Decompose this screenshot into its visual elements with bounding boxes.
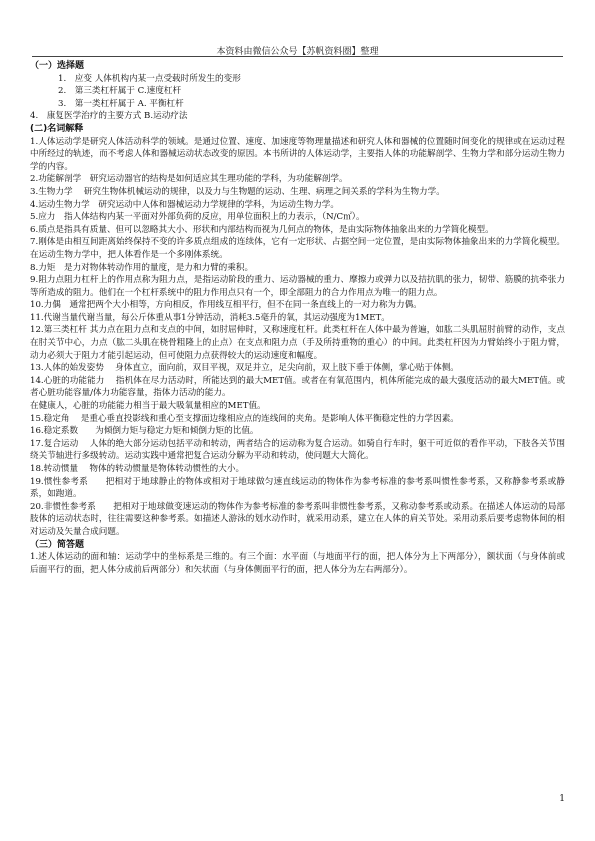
term-paragraph: 3.生物力学 研究生物体机械运动的规律，以及力与生物题的运动、生理、病理之间关系的学科为生物力学。 <box>30 186 445 197</box>
section-title-short-answer: （三）简答题 <box>30 539 85 550</box>
term-paragraph: 19.惯性参考系 把相对于地球静止的物体或相对于地球做匀速直线运动的物体作为参考标准的参考系叫惯性参考系，又称静参考系或静系，如跑道。 <box>30 476 565 500</box>
term-paragraph: 14.心脏的功能能力 指机体在尽力活动时，所能达到的最大MET值。或者在有氧范围内，机体所能完成的最大强度活动的最大MET值。或者心脏功能容量/体力功能容量，指体力活动的能力。 <box>30 375 565 399</box>
term-paragraph: 15.稳定角 是重心垂直投影线和重心至支撑面边缘相应点的连线间的夹角。是影响人体平衡稳定性的力学因素。 <box>30 413 459 424</box>
page-number: 1 <box>559 794 565 804</box>
choice-item-3: 3. 第一类杠杆属于 A. 平衡杠杆 <box>58 98 184 109</box>
term-paragraph: 7.刚体是由相互间距离始终保持不变的许多质点组成的连续体，它有一定形状、占据空间一定位置，是由实际物体抽象出来的力学简化模型。在运动生物力学中，把人体看作是一个多刚体系统。 <box>30 237 565 260</box>
term-paragraph: 8.力矩 是力对物体转动作用的量度，是力和力臂的乘积。 <box>30 262 254 273</box>
term-paragraph: 16.稳定系数 为倾倒力矩与稳定力矩和倾倒力矩的比值。 <box>30 426 259 437</box>
term-paragraph: 17.复合运动 人体的绝大部分运动包括平动和转动，两者结合的运动称为复合运动。如骑自行车时，躯干可近似的看作平动，下肢各关节围绕关节轴进行多级转动。运动实践中通常把复合运动分解为平动和转动，使问题大大简化。 <box>30 438 565 462</box>
document-body <box>30 60 565 576</box>
choice-item-2: 2. 第三类杠杆属于 C.速度杠杆 <box>58 86 182 97</box>
header-divider <box>32 56 563 57</box>
choice-item-4: 4. 康复医学治疗的主要方式 B.运动疗法 <box>30 111 188 122</box>
term-paragraph: 9.阻力点阻力杠杆上的作用点称为阻力点，是指运动阶段的重力、运动器械的重力、摩擦力或弹力以及拮抗肌的张力，韧带、筋膜的抗牵张力等所造成的阻力。他们在一个杠杆系统中的阻力作用点只有一个，即全部阻力的合力作用点为唯一的阻力点。 <box>30 275 565 298</box>
term-paragraph: 5.应力 指人体结构内某一平面对外部负荷的反应，用单位面积上的力表示，（N/C㎡）。 <box>30 212 365 223</box>
term-paragraph: 18.转动惯量 物体的转动惯量是物体转动惯性的大小。 <box>30 464 245 474</box>
answer-paragraph: 1.述人体运动的面和轴：运动学中的坐标系是三维的。有三个面：水平面（与地面平行的面，把人体分为上下两部分），额状面（与身体前或后面平行的面，把人体分成前后两部分）和矢状面（与身体侧面平行的面，把人体分为左右两部分）。 <box>30 552 565 575</box>
term-paragraph: 10.力偶 通常把两个大小相等，方向相反，作用线互相平行，但不在同一条直线上的一对力称为力偶。 <box>30 300 422 311</box>
page-header: 本资料由微信公众号【苏帆资料圈】整理 <box>216 47 379 57</box>
section-title-terms: (二)名词解释 <box>30 123 84 134</box>
term-paragraph: 4.运动生物力学 研究运动中人体和器械运动力学规律的学科，为运动生物力学。 <box>30 199 339 210</box>
term-paragraph: 6.质点是指具有质量、但可以忽略其大小、形状和内部结构而视为几何点的物体，是由实际物体抽象出来的力学简化模型。 <box>30 224 494 235</box>
choice-item-1: 1. 应变 人体机构内某一点受载时所发生的变形 <box>58 73 241 84</box>
term-paragraph: 13.人体的始发姿势 身体直立，面向前，双目平视，双足并立，足尖向前，双上肢下垂于体侧，掌心贴于体侧。 <box>30 363 459 374</box>
term-paragraph: 1.人体运动学是研究人体活动科学的领域。是通过位置、速度、加速度等物理量描述和研究人体和器械的位置随时间变化的规律或在运动过程中所经过的轨迹，而不考虑人体和器械运动状态改变的原因。本书所讲的人体运动学，主要指人体的功能解剖学、生物力学和部分运动生物力学的内容。 <box>30 136 565 172</box>
term-paragraph: 在健康人，心脏的功能能力相当于最大吸氧量相应的MET值。 <box>30 401 266 412</box>
term-paragraph: 2.功能解剖学 研究运动器官的结构是如何适应其生理功能的学科，为功能解剖学。 <box>30 174 348 185</box>
term-paragraph: 20.非惯性参考系 把相对于地球做变速运动的物体作为参考标准的参考系叫非惯性参考系，又称动参考系或动系。在描述人体运动的局部肢体的运动状态时，往往需要这种参考系。如描述人游泳的划水动作时，就采用动系，建立在人体的肩关节处。采用动系后要考虑物体间的相对运动及矢量合成问题。 <box>30 501 565 537</box>
section-title-choice: （一）选择题 <box>30 61 85 71</box>
term-paragraph: 12.第三类杠杆 其力点在阻力点和支点的中间，如肘屈伸时，又称速度杠杆。此类杠杆在人体中最为普遍，如肱二头肌屈肘前臂的动作，支点在肘关节中心，力点（肱二头肌在桡骨粗隆上的止点）在支点和阻力点（手及所持重物的重心）的中间。此类杠杆因为力臂始终小于阻力臂，动力必须大于阻力才能引起运动，但可使阻力点获得较大的运动速度和幅度。 <box>30 325 565 361</box>
term-paragraph: 11.代谢当量代谢当量，每公斤体重从事1分钟活动，消耗3.5毫升的氧，其运动强度为1MET。 <box>30 312 390 323</box>
